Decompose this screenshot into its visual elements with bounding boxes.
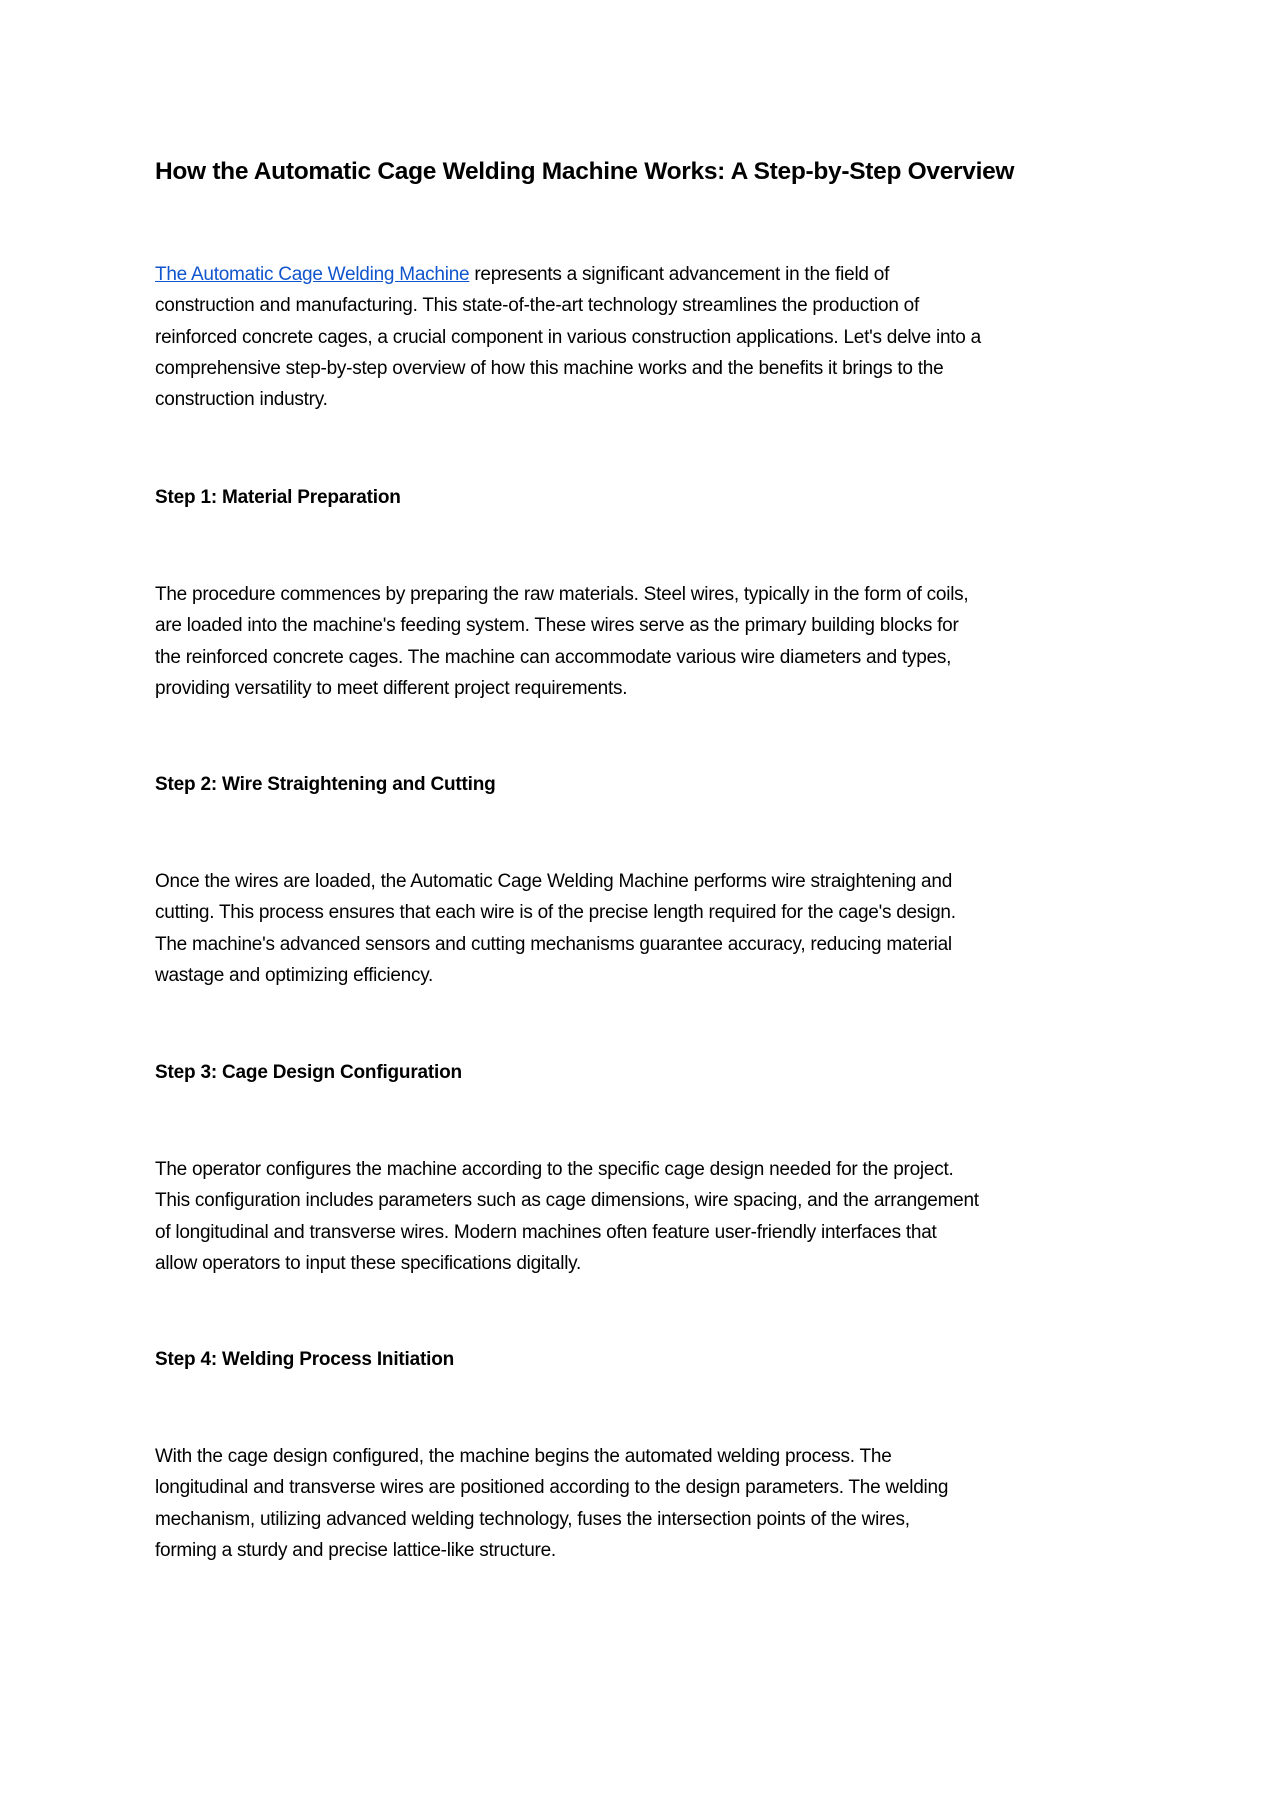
step-1-heading: Step 1: Material Preparation [155,487,401,508]
step-2-heading: Step 2: Wire Straightening and Cutting [155,774,496,795]
step-1-text: The procedure commences by preparing the raw materials. Steel wires, typically in the form of coils, are loaded into the machine's feeding system. These wires serve as the primary building blocks for the reinforced concrete cages. The machine can accommodate various wire diameters and types, providing versatility to meet different project requirements. [155,584,969,699]
step-2-section [155,866,1145,991]
intro-paragraph [155,259,1145,415]
step-2-text: Once the wires are loaded, the Automatic Cage Welding Machine performs wire straightening and cutting. This process ensures that each wire is of the precise length required for the cage's design. The machine's advanced sensors and cutting mechanisms guarantee accuracy, reducing material wastage and optimizing efficiency. [155,871,956,986]
page-title: How the Automatic Cage Welding Machine Works: A Step-by-Step Overview [155,158,1015,185]
step-4-heading: Step 4: Welding Process Initiation [155,1349,455,1370]
step-4-text: With the cage design configured, the machine begins the automated welding process. The longitudinal and transverse wires are positioned according to the design parameters. The welding mechanism, utilizing advanced welding technology, fuses the intersection points of the wires, forming a sturdy and precise lattice-like structure. [155,1446,949,1561]
machine-link[interactable]: The Automatic Cage Welding Machine [155,264,470,285]
step-3-heading: Step 3: Cage Design Configuration [155,1062,462,1083]
step-3-text: The operator configures the machine according to the specific cage design needed for the project. This configuration includes parameters such as cage dimensions, wire spacing, and the arrangement of longitudinal and transverse wires. Modern machines often feature user-friendly interfaces that allow operators to input these specifications digitally. [155,1159,979,1274]
step-4-section [155,1441,1145,1566]
intro-text: represents a significant advancement in the field of construction and manufacturing. This state-of-the-art technology streamlines the production of reinforced concrete cages, a crucial component in various construction applications. Let's delve into a comprehensive step-by-step overview of how this machine works and the benefits it brings to the construction industry. [155,264,981,411]
step-1-section [155,579,1145,704]
step-3-section [155,1154,1145,1279]
